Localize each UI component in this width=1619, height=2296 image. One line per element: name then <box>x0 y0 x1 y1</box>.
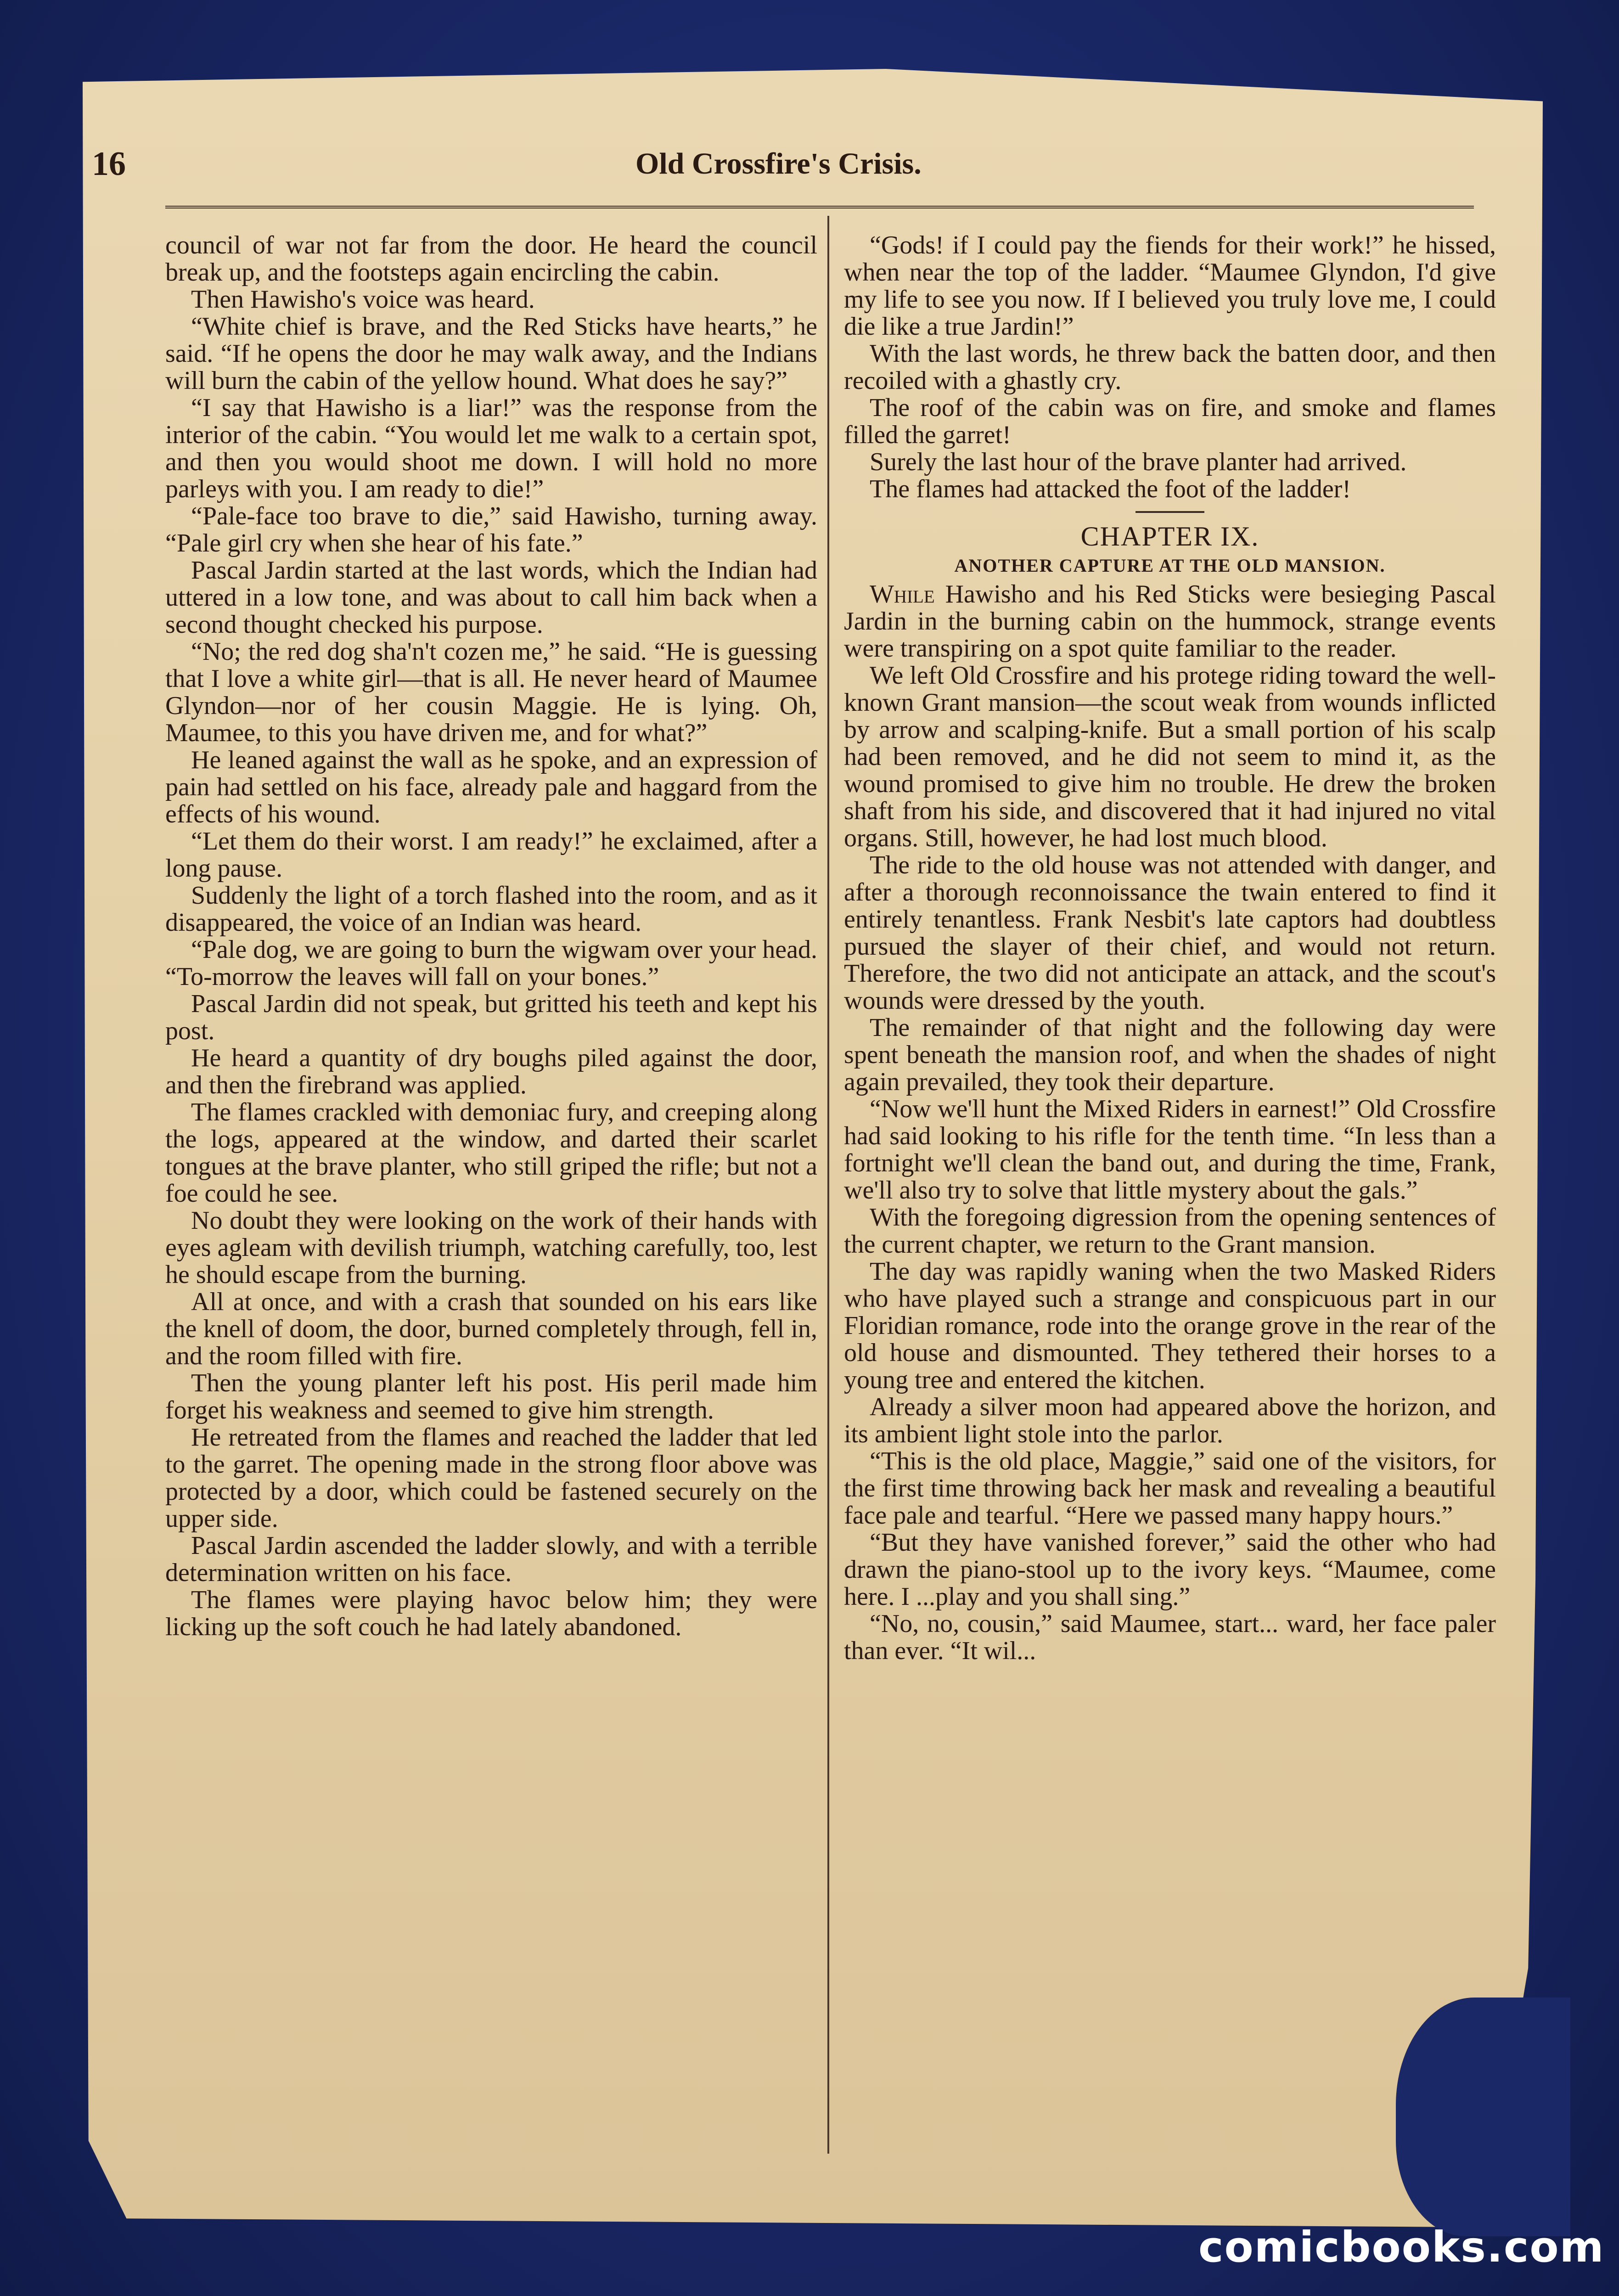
paragraph: “Pale-face too brave to die,” said Hawisho, turning away. “Pale girl cry when she hear of his fate.” <box>165 502 817 557</box>
paragraph: “Gods! if I could pay the fiends for their work!” he hissed, when near the top of the ladder. “Maumee Glyndon, I'd give my life to see you now. If I believed you truly love me, I could die like a true Jardin!” <box>844 231 1496 341</box>
paragraph: With the last words, he threw back the batten door, and then recoiled with a ghastly cry. <box>844 339 1496 395</box>
paragraph: We left Old Crossfire and his protege riding toward the well-known Grant mansion—the scout weak from wounds inflicted by arrow and scalping-knife. But a small portion of his scalp had been removed, and he did not seem to mind it, as the wound promised to give him no trouble. He drew the broken shaft from his side, and discovered that it had injured no vital organs. Still, however, he had lost much blood. <box>844 661 1496 852</box>
paragraph: The roof of the cabin was on fire, and smoke and flames filled the garret! <box>844 394 1496 449</box>
paragraph: “This is the old place, Maggie,” said one of the visitors, for the first time throwing back her mask and revealing a beautiful face pale and tearful. “Here we passed many happy hours.” <box>844 1447 1496 1530</box>
chapter-title: CHAPTER IX. <box>1080 521 1259 551</box>
paragraph: Already a silver moon had appeared above the horizon, and its ambient light stole into the parlor. <box>844 1393 1496 1448</box>
paragraph: He heard a quantity of dry boughs piled against the door, and then the firebrand was applied. <box>165 1044 817 1099</box>
paragraph: “But they have vanished forever,” said the other who had drawn the piano-stool up to the ivory keys. “Maumee, come here. I ...play and you shall sing.” <box>844 1528 1496 1611</box>
paragraph: He retreated from the flames and reached the ladder that led to the garret. The opening made in the strong floor above was protected by a door, which could be fastened securely on the upper side. <box>165 1423 817 1533</box>
paragraph: “I say that Hawisho is a liar!” was the response from the interior of the cabin. “You would let me walk to a certain spot, and then you would shoot me down. I will hold no more parleys with you. I am ready to die!” <box>165 394 817 503</box>
paragraph: No doubt they were looking on the work of their hands with eyes agleam with devilish triumph, watching carefully, too, lest he should escape from the burning. <box>165 1206 817 1289</box>
chapter-rule <box>1136 511 1204 513</box>
paragraph: He leaned against the wall as he spoke, and an expression of pain had settled on his face, already pale and haggard from the effects of his wound. <box>165 746 817 828</box>
paragraph: council of war not far from the door. He heard the council break up, and the footsteps again encircling the cabin. <box>165 231 817 287</box>
paragraph: The remainder of that night and the following day were spent beneath the mansion roof, and when the shades of night again prevailed, they took their departure. <box>844 1013 1496 1096</box>
paragraph: Suddenly the light of a torch flashed into the room, and as it disappeared, the voice of an Indian was heard. <box>165 881 817 937</box>
paragraph: The flames had attacked the foot of the ladder! <box>870 475 1351 503</box>
chapter-first-paragraph <box>844 581 1496 662</box>
running-title: Old Crossfire's Crisis. <box>635 147 922 180</box>
paragraph: With the foregoing digression from the opening sentences of the current chapter, we return to the Grant mansion. <box>844 1203 1496 1259</box>
paragraph: Pascal Jardin ascended the ladder slowly, and with a terrible determination written on his face. <box>165 1531 817 1587</box>
paragraph: All at once, and with a crash that sounded on his ears like the knell of doom, the door, burned completely through, fell in, and the room filled with fire. <box>165 1288 817 1370</box>
column-divider <box>827 216 829 2154</box>
paragraph: “No; the red dog sha'n't cozen me,” he said. “He is guessing that I love a white girl—that is all. He never heard of Maumee Glyndon—nor of her cousin Maggie. He is lying. Oh, Maumee, to this you have driven me, and for what?” <box>165 637 817 747</box>
paragraph: The day was rapidly waning when the two Masked Riders who have played such a strange and conspicuous part in our Floridian romance, rode into the orange grove in the rear of the old house and dismounted. They tethered their horses to a young tree and entered the kitchen. <box>844 1257 1496 1394</box>
site-watermark: comicbooks.com <box>1198 2223 1605 2272</box>
right-column <box>844 232 1496 1665</box>
paragraph: Pascal Jardin did not speak, but gritted his teeth and kept his post. <box>165 990 817 1045</box>
page-number: 16 <box>92 145 126 183</box>
header-rule <box>165 206 1474 208</box>
paragraph: “No, no, cousin,” said Maumee, start... ward, her face paler than ever. “It wil... <box>844 1609 1496 1665</box>
paragraph: “Let them do their worst. I am ready!” he exclaimed, after a long pause. <box>165 827 817 883</box>
paragraph: Then the young planter left his post. His peril made him forget his weakness and seemed to give him strength. <box>165 1369 817 1424</box>
paragraph-rest: Hawisho and his Red Sticks were besieging Pascal Jardin in the burning cabin on the hummock, strange events were transpiring on a spot quite familiar to the reader. <box>844 580 1496 663</box>
torn-corner <box>1396 1998 1570 2236</box>
chapter-subtitle: ANOTHER CAPTURE AT THE OLD MANSION. <box>954 555 1386 576</box>
page-header <box>92 145 1396 186</box>
paragraph: “White chief is brave, and the Red Sticks have hearts,” he said. “If he opens the door he may walk away, and the Indians will burn the cabin of the yellow hound. What does he say?” <box>165 312 817 395</box>
paragraph: “Pale dog, we are going to burn the wigwam over your head. “To-morrow the leaves will fall on your bones.” <box>165 935 817 991</box>
paragraph: The ride to the old house was not attended with danger, and after a thorough reconnoissance the twain entered to find it entirely tenantless. Frank Nesbit's late captors had doubtless pursued the slayer of their chief, and would not return. Therefore, the two did not anticipate an attack, and the scout's wounds were dressed by the youth. <box>844 851 1496 1015</box>
paragraph: Surely the last hour of the brave planter had arrived. <box>870 448 1407 476</box>
paragraph: Pascal Jardin started at the last words, which the Indian had uttered in a low tone, and was about to call him back when a second thought checked his purpose. <box>165 556 817 639</box>
paragraph: The flames were playing havoc below him; they were licking up the soft couch he had lately abandoned. <box>165 1586 817 1641</box>
left-column <box>165 232 817 1641</box>
drop-word: While <box>870 580 935 608</box>
paragraph: Then Hawisho's voice was heard. <box>191 285 535 314</box>
paragraph: The flames crackled with demoniac fury, and creeping along the logs, appeared at the window, and darted their scarlet tongues at the brave planter, who still griped the rifle; but not a foe could he see. <box>165 1098 817 1208</box>
paragraph: “Now we'll hunt the Mixed Riders in earnest!” Old Crossfire had said looking to his rifle for the tenth time. “In less than a fortnight we'll clean the band out, and during the time, Frank, we'll also try to solve that little mystery about the gals.” <box>844 1095 1496 1204</box>
